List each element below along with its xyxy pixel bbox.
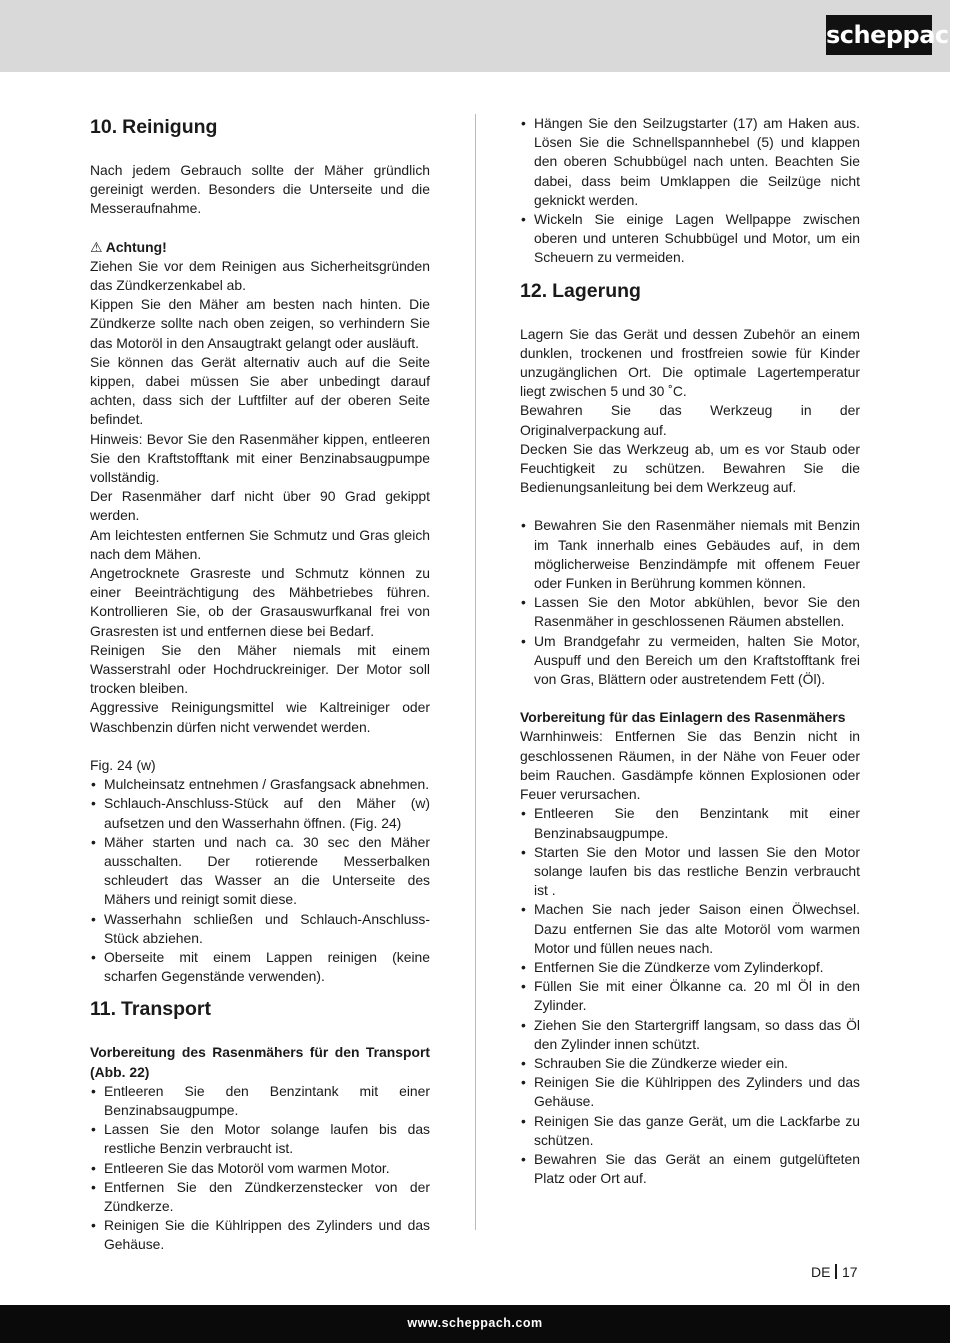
header-bar (0, 0, 965, 72)
warning-icon: ⚠ (90, 238, 103, 255)
storage-paragraph: Bewahren Sie das Werkzeug in der Originalverpackung auf. (520, 402, 860, 438)
list-item: • Hängen Sie den Seilzugstarter (17) am Haken aus. Lösen Sie die Schnellspannhebel (5) und klappen den oberen Schubbügel nach unten. Beachten Sie dabei, dass beim Umklappen die Seilzüge nicht geknickt werden. (520, 114, 860, 210)
list-item: • Starten Sie den Motor und lassen Sie den Motor solange laufen bis das restliche Benzin verbraucht ist . (520, 843, 860, 901)
section-number: 11. (90, 998, 117, 1021)
column-divider (475, 114, 476, 1230)
list-item: • Bewahren Sie den Rasenmäher niemals mit Benzin im Tank innerhalb eines Gebäudes auf, in dem möglicherweise Benzindämpfe mit offenem Feuer oder Funken in Berührung kommen können. (520, 516, 860, 593)
right-column (520, 114, 860, 1188)
warning-heading (90, 238, 430, 257)
section-number: 12. (520, 279, 548, 302)
section-12-heading (520, 278, 860, 304)
list-item: • Lassen Sie den Motor abkühlen, bevor Sie den Rasenmäher in geschlossenen Räumen abstellen. (520, 593, 860, 631)
section-11-heading (90, 996, 430, 1022)
footer-bar (0, 1305, 950, 1343)
section-title: Transport (121, 998, 211, 1021)
page-language: DE (811, 1264, 831, 1280)
warning-paragraph: Sie können das Gerät alternativ auch auf die Seite kippen, dabei müssen Sie aber unbedingt darauf achten, dass sich der Luftfilter auf der oberen Seite befindet. (90, 353, 430, 428)
brand-logo: scheppach (826, 15, 932, 55)
storage-paragraph: Lagern Sie das Gerät und dessen Zubehör an einem dunklen, trockenen und frostfreien sowie für Kinder unzugänglichen Ort. Die optimale Lagertemperatur liegt zwischen 5 und 30 ˚C. (520, 325, 860, 400)
warning-paragraph: Kippen Sie den Mäher am besten nach hinten. Die Zündkerze sollte nach oben zeigen, so verhindern Sie das Motoröl in den Ansaugtrakt gelangt oder ausläuft. (90, 296, 430, 351)
warning-paragraph: Hinweis: Bevor Sie den Rasenmäher kippen, entleeren Sie den Kraftstofftank mit einer Benzinabsaugpumpe vollständig. (90, 430, 430, 486)
list-item: • Mulcheinsatz entnehmen / Grasfangsack abnehmen. (90, 775, 430, 794)
list-item: • Entfernen Sie die Zündkerze vom Zylinderkopf. (520, 958, 860, 977)
cleaning-intro: Nach jedem Gebrauch sollte der Mäher gründlich gereinigt werden. Besonders die Unterseite und die Messeraufnahme. (90, 162, 430, 217)
storage-list (520, 516, 860, 689)
list-item: • Entfernen Sie den Zündkerzenstecker von der Zündkerze. (90, 1178, 430, 1216)
page-number (811, 1264, 858, 1280)
list-item: • Reinigen Sie das ganze Gerät, um die Lackfarbe zu schützen. (520, 1112, 860, 1150)
list-item: • Um Brandgefahr zu vermeiden, halten Sie Motor, Auspuff und den Bereich um den Kraftstofftank frei von Gras, Blättern oder austretendem Fett (Öl). (520, 632, 860, 690)
warning-paragraph: Reinigen Sie den Mäher niemals mit einem Wasserstrahl oder Hochdruckreiniger. Der Motor soll trocken bleiben. (90, 641, 430, 697)
list-item: • Machen Sie nach jeder Saison einen Ölwechsel. Dazu entfernen Sie das alte Motoröl vom warmen Motor und füllen neues nach. (520, 900, 860, 958)
transport-subheading: Vorbereitung des Rasenmähers für den Transport (Abb. 22) (90, 1044, 430, 1080)
list-item: • Wickeln Sie einige Lagen Wellpappe zwischen oberen und unteren Schubbügel und Motor, um ein Scheuern zu vermeiden. (520, 210, 860, 268)
warning-title: Achtung! (105, 238, 167, 255)
list-item: • Schrauben Sie die Zündkerze wieder ein. (520, 1054, 860, 1073)
list-item: • Reinigen Sie die Kühlrippen des Zylinders und das Gehäuse. (90, 1216, 430, 1254)
list-item: • Reinigen Sie die Kühlrippen des Zylinders und das Gehäuse. (520, 1073, 860, 1111)
footer-url[interactable]: www.scheppach.com (407, 1316, 543, 1330)
storage-paragraph: Decken Sie das Werkzeug ab, um es vor Staub oder Feuchtigkeit zu schützen. Bewahren Sie die Bedienungsanleitung bei dem Werkzeug auf. (520, 440, 860, 496)
cleaning-steps-list (90, 775, 430, 986)
list-item: • Schlauch-Anschluss-Stück auf den Mäher (w) aufsetzen und den Wasserhahn öffnen. (Fig. 24) (90, 794, 430, 832)
preparation-list (520, 804, 860, 1188)
list-item: • Oberseite mit einem Lappen reinigen (keine scharfen Gegenstände verwenden). (90, 948, 430, 986)
transport-list (90, 1082, 430, 1255)
left-column (90, 114, 430, 1255)
list-item: • Mäher starten und nach ca. 30 sec den Mäher ausschalten. Der rotierende Messerbalken schleudert das Wasser an die Unterseite des Mähers und reinigt somit diese. (90, 833, 430, 910)
list-item: • Entleeren Sie den Benzintank mit einer Benzinabsaugpumpe. (90, 1082, 430, 1120)
list-item: • Lassen Sie den Motor solange laufen bis das restliche Benzin verbraucht ist. (90, 1120, 430, 1158)
list-item: • Ziehen Sie den Startergriff langsam, so dass das Öl den Zylinder innen schützt. (520, 1016, 860, 1054)
warning-paragraph: Am leichtesten entfernen Sie Schmutz und Gras gleich nach dem Mähen. (90, 526, 430, 562)
warning-paragraph: Der Rasenmäher darf nicht über 90 Grad gekippt werden. (90, 488, 430, 524)
list-item: • Wasserhahn schließen und Schlauch-Anschluss-Stück abziehen. (90, 910, 430, 948)
page-number-separator (835, 1264, 837, 1279)
warning-paragraph: Aggressive Reinigungsmittel wie Kaltreiniger oder Waschbenzin dürfen nicht verwendet werden. (90, 699, 430, 735)
transport-list-continued (520, 114, 860, 268)
section-title: Reinigung (122, 116, 218, 138)
warning-paragraph: Angetrocknete Grasreste und Schmutz können zu einer Beeinträchtigung des Mähbetriebes führen. Kontrollieren Sie, ob der Grasauswurfkanal frei von Grasresten ist und entfernen diese bei Bedarf. (90, 565, 430, 639)
section-title: Lagerung (552, 279, 641, 302)
preparation-warning: Warnhinweis: Entfernen Sie das Benzin nicht in geschlossenen Räumen, in der Nähe von Feuer oder beim Rauchen. Gasdämpfe können Explosionen oder Feuer verursachen. (520, 728, 860, 803)
section-number: 10. (90, 116, 118, 138)
page-number-value: 17 (841, 1264, 858, 1280)
list-item: • Entleeren Sie das Motoröl vom warmen Motor. (90, 1159, 430, 1178)
list-item: • Füllen Sie mit einer Ölkanne ca. 20 ml Öl in den Zylinder. (520, 977, 860, 1015)
preparation-subheading: Vorbereitung für das Einlagern des Rasenmähers (520, 709, 846, 726)
list-item: • Bewahren Sie das Gerät an einem gutgelüfteten Platz oder Ort auf. (520, 1150, 860, 1188)
warning-paragraph: Ziehen Sie vor dem Reinigen aus Sicherheitsgründen das Zündkerzenkabel ab. (90, 257, 430, 294)
list-item: • Entleeren Sie den Benzintank mit einer Benzinabsaugpumpe. (520, 804, 860, 842)
section-10-heading (90, 114, 430, 140)
figure-reference: Fig. 24 (w) (90, 756, 156, 773)
